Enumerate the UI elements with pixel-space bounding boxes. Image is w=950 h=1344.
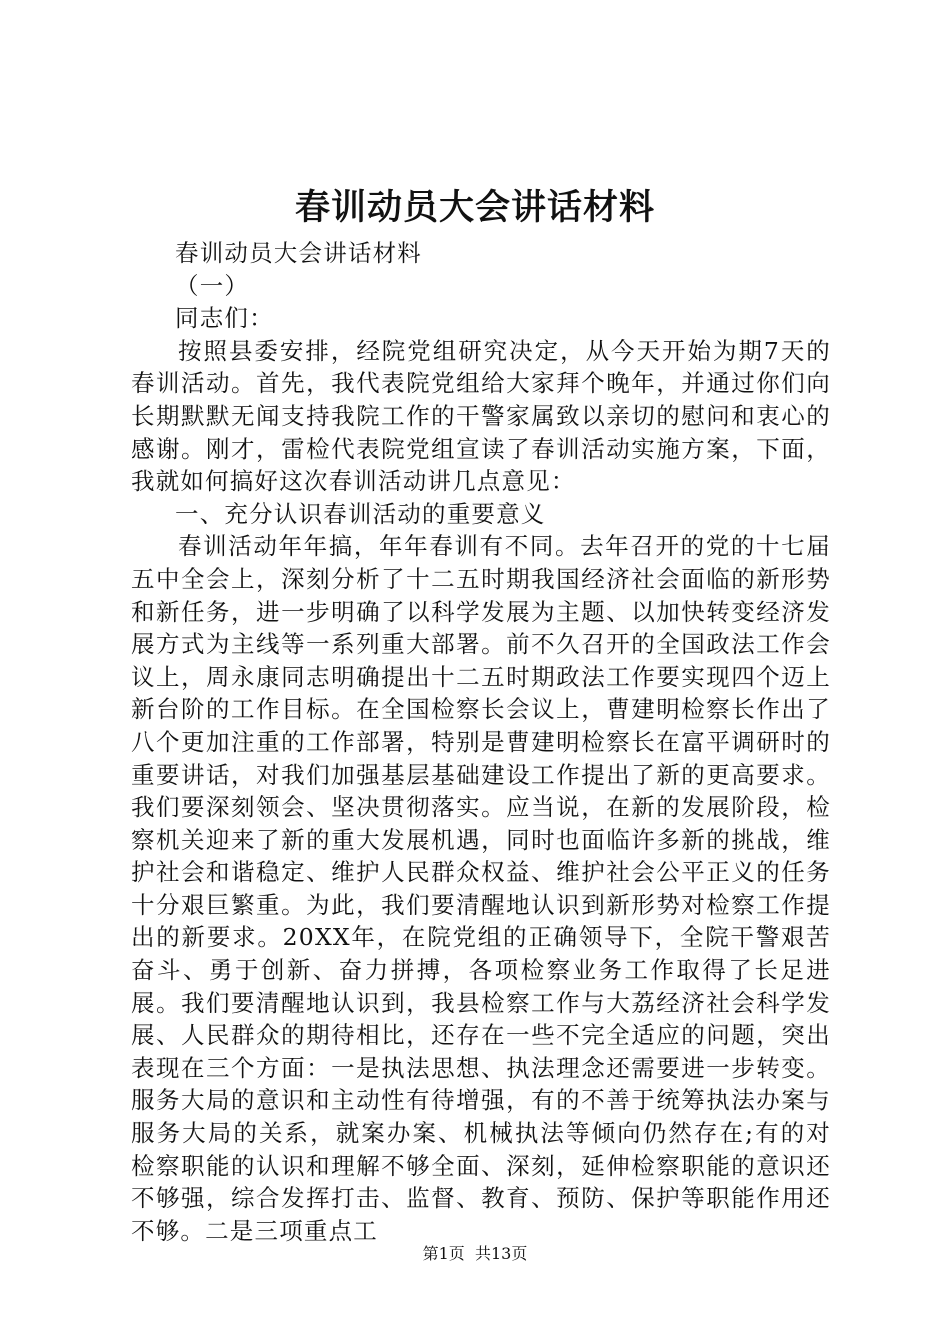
page-number: 第1页 — [422, 1244, 465, 1263]
document-subtitle: 春训动员大会讲话材料 — [175, 239, 422, 267]
salutation: 同志们： — [175, 304, 274, 333]
page-footer — [0, 1244, 950, 1264]
document-title: 春训动员大会讲话材料 — [294, 187, 655, 228]
paragraph-body: 春训活动年年搞，年年春训有不同。去年召开的党的十七届五中全会上，深刻分析了十二五时期我国经济社会面临的新形势和新任务，进一步明确了以科学发展为主题、以加快转变经济发展方式为主线等一系列重大部署。前不久召开的全国政法工作会议上，周永康同志明确提出十二五时期政法工作要实现四个迈上新台阶的工作目标。在全国检察长会议上，曹建明检察长作出了八个更加注重的工作部署，特别是曹建明检察长在富平调研时的重要讲话，对我们加强基层基础建设工作提出了新的更高要求。我们要深刻领会、坚决贯彻落实。应当说，在新的发展阶段，检察机关迎来了新的重大发展机遇，同时也面临许多新的挑战，维护社会和谐稳定、维护人民群众权益、维护社会公平正义的任务十分艰巨繁重。为此，我们要清醒地认识到新形势对检察工作提出的新要求。20XX年，在院党组的正确领导下，全院干警艰苦奋斗、勇于创新、奋力拼搏，各项检察业务工作取得了长足进展。我们要清醒地认识到，我县检察工作与大荔经济社会科学发展、人民群众的期待相比，还存在一些不完全适应的问题，突出表现在三个方面：一是执法思想、执法理念还需要进一步转变。服务大局的意识和主动性有待增强，有的不善于统筹执法办案与服务大局的关系，就案办案、机械执法等倾向仍然存在;有的对检察职能的认识和理解不够全面、深刻，延伸检察职能的意识还不够强，综合发挥打击、监督、教育、预防、保护等职能作用还不够。二是三项重点工 — [131, 532, 831, 1245]
page-total: 共13页 — [474, 1244, 528, 1263]
section-number: （一） — [175, 271, 250, 300]
paragraph-intro: 按照县委安排，经院党组研究决定，从今天开始为期7天的春训活动。首先，我代表院党组给大家拜个晚年，并通过你们向长期默默无闻支持我院工作的干警家属致以亲切的慰问和衷心的感谢。刚才，雷检代表院党组宣读了春训活动实施方案，下面，我就如何搞好这次春训活动讲几点意见： — [131, 336, 831, 496]
document-body — [131, 237, 831, 1247]
section-heading: 一、充分认识春训活动的重要意义 — [175, 499, 546, 528]
